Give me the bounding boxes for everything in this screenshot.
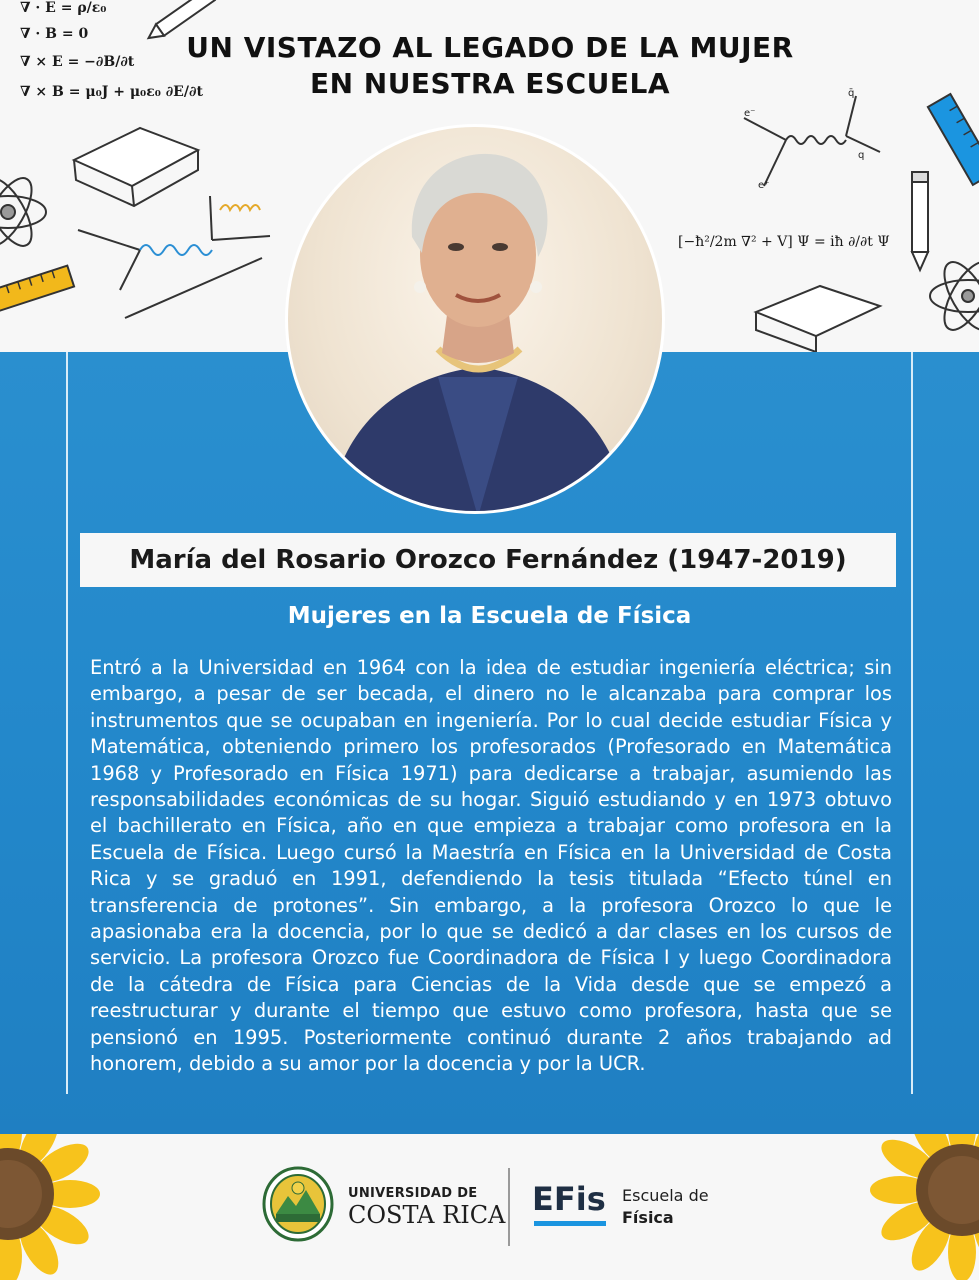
maxwell-equation-1: ∇ · E = ρ/ε₀ bbox=[20, 0, 107, 16]
ruler-icon-left bbox=[0, 266, 74, 313]
maxwell-equation-2: ∇ · B = 0 bbox=[20, 26, 89, 42]
person-name: María del Rosario Orozco Fernández (1947-2019) bbox=[129, 545, 847, 575]
panel-border-right bbox=[911, 352, 913, 1094]
efis-name-line2: Física bbox=[622, 1208, 674, 1227]
name-banner bbox=[80, 533, 896, 587]
atom-icon-right bbox=[930, 255, 979, 337]
schrodinger-equation: [−ħ²/2m ∇² + V] Ψ = iħ ∂/∂t Ψ bbox=[678, 234, 890, 250]
page-title: UN VISTAZO AL LEGADO DE LA MUJER EN NUESTRA ESCUELA bbox=[186, 31, 794, 100]
quark-label: q bbox=[858, 150, 865, 161]
feynman-diagram-left bbox=[78, 196, 270, 318]
efis-logo: EFis bbox=[532, 1180, 606, 1218]
book-icon bbox=[74, 128, 198, 206]
biography-text: Entró a la Universidad en 1964 con la idea de estudiar ingeniería eléctrica; sin embargo, a pesar de ser becada, el dinero no le alcanzaba para comprar los instrumentos que se ocupaban en ingeniería. Por lo cual decide estudiar Física y Matemática, obteniendo primero los profesorados (Profesorado en Matemática 1968 y Profesorado en Física 1971) para dedicarse a trabajar, asumiendo las responsabilidades económicas de su hogar. Siguió estudiando y en 1973 obtuvo el bachillerato en Física, año en que empieza a trabajar como profesora en la Escuela de Física. Luego cursó la Maestría en Física en la Universidad de Costa Rica y se graduó en 1991, defendiendo la tesis titulada “Efecto túnel en transferencia de protones”. Sin embargo, a la profesora Orozco lo que le apasionaba era la docencia, por lo que se dedicó a dar clases en los cursos de servicio. La profesora Orozco fue Coordinadora de Física I y luego Coordinadora de la cátedra de Física para Ciencias de la Vida desde que se empezó a reestructurar y durante el tiempo que estuvo como profesora, hasta que se pensionó en 1995. Posteriormente continuó durante 2 años trabajando ad honorem, debido a su amor por la docencia y por la UCR. bbox=[90, 656, 892, 1076]
sunflower-icon-left bbox=[0, 1134, 110, 1280]
maxwell-equation-4: ∇ × B = μ₀J + μ₀ε₀ ∂E/∂t bbox=[20, 84, 203, 100]
atom-icon-left bbox=[0, 171, 46, 253]
logo-divider bbox=[508, 1168, 510, 1246]
panel-border-left bbox=[66, 352, 68, 1094]
book-icon-right bbox=[756, 286, 880, 352]
maxwell-equation-3: ∇ × E = −∂B/∂t bbox=[20, 54, 135, 70]
antiquark-label: q̄ bbox=[848, 88, 855, 99]
ucr-seal-icon bbox=[262, 1166, 334, 1242]
feynman-diagram-right bbox=[744, 96, 880, 186]
ruler-icon-right bbox=[928, 94, 979, 185]
ucr-name-line1: UNIVERSIDAD DE bbox=[348, 1186, 478, 1201]
pencil-icon-right bbox=[912, 172, 928, 270]
section-subtitle: Mujeres en la Escuela de Física bbox=[287, 603, 692, 629]
efis-logo-underline bbox=[534, 1221, 606, 1226]
electron-label: e⁻ bbox=[744, 108, 756, 119]
sunflower-icon-right bbox=[850, 1134, 979, 1280]
positron-label: e⁺ bbox=[758, 180, 770, 191]
profile-photo bbox=[285, 124, 665, 514]
ucr-name-line2: COSTA RICA bbox=[348, 1201, 506, 1229]
efis-name-line1: Escuela de bbox=[622, 1186, 709, 1205]
